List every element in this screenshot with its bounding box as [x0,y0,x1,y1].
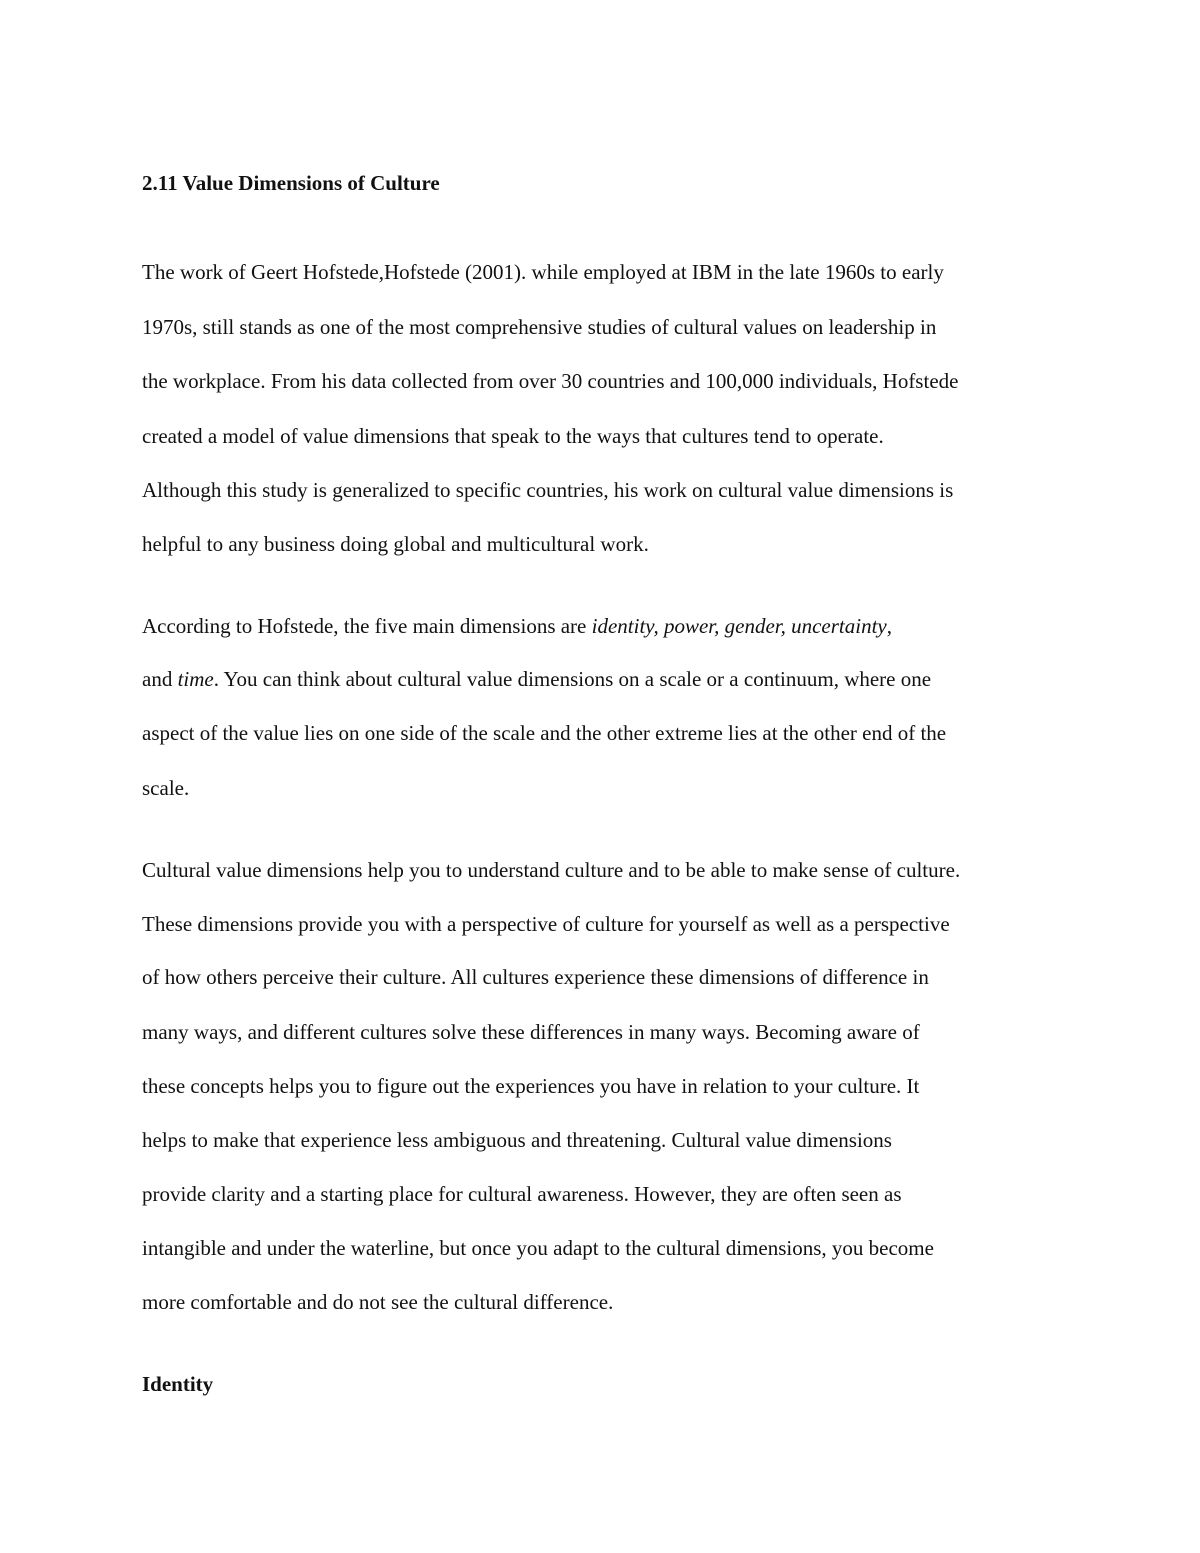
paragraph-3-line: these concepts helps you to figure out the experiences you have in relation to your culture. It [142,1074,920,1098]
paragraph-1-line: 1970s, still stands as one of the most comprehensive studies of cultural values on leadership in [142,315,937,339]
paragraph-3-line: intangible and under the waterline, but once you adapt to the cultural dimensions, you become [142,1236,934,1260]
paragraph-1-line: the workplace. From his data collected from over 30 countries and 100,000 individuals, Hofstede [142,369,959,393]
paragraph-2-line [142,609,892,643]
paragraph-1-line: The work of Geert Hofstede,Hofstede (2001). while employed at IBM in the late 1960s to early [142,260,944,284]
text-run: According to Hofstede, the five main dimensions are [142,614,592,638]
paragraph-3-line: of how others perceive their culture. All cultures experience these dimensions of difference in [142,965,929,989]
paragraph-3-line: more comfortable and do not see the cultural difference. [142,1290,614,1314]
text-run: . You can think about cultural value dimensions on a scale or a continuum, where one [213,667,932,691]
paragraph-1-line: Although this study is generalized to specific countries, his work on cultural value dimensions is [142,478,954,502]
paragraph-1-line: helpful to any business doing global and multicultural work. [142,532,649,556]
paragraph-3-line: These dimensions provide you with a perspective of culture for yourself as well as a perspective [142,912,950,936]
text-run: , [886,614,892,638]
paragraph-2-line [142,662,931,696]
dimensions-list: identity, power, gender, uncertainty [591,614,887,638]
paragraph-3-line: provide clarity and a starting place for cultural awareness. However, they are often seen as [142,1182,902,1206]
paragraph-2-line: aspect of the value lies on one side of the scale and the other extreme lies at the other end of the [142,721,947,745]
paragraph-1-line: created a model of value dimensions that speak to the ways that cultures tend to operate. [142,424,884,448]
dimension-time: time [177,667,214,691]
paragraph-3-line: many ways, and different cultures solve these differences in many ways. Becoming aware of [142,1020,920,1044]
paragraph-2-line: scale. [142,776,190,800]
paragraph-3-line: helps to make that experience less ambiguous and threatening. Cultural value dimensions [142,1128,892,1152]
text-run: and [142,667,178,691]
paragraph-3-line: Cultural value dimensions help you to understand culture and to be able to make sense of culture. [142,858,961,882]
subsection-heading: Identity [142,1372,214,1396]
section-heading: 2.11 Value Dimensions of Culture [142,171,440,195]
